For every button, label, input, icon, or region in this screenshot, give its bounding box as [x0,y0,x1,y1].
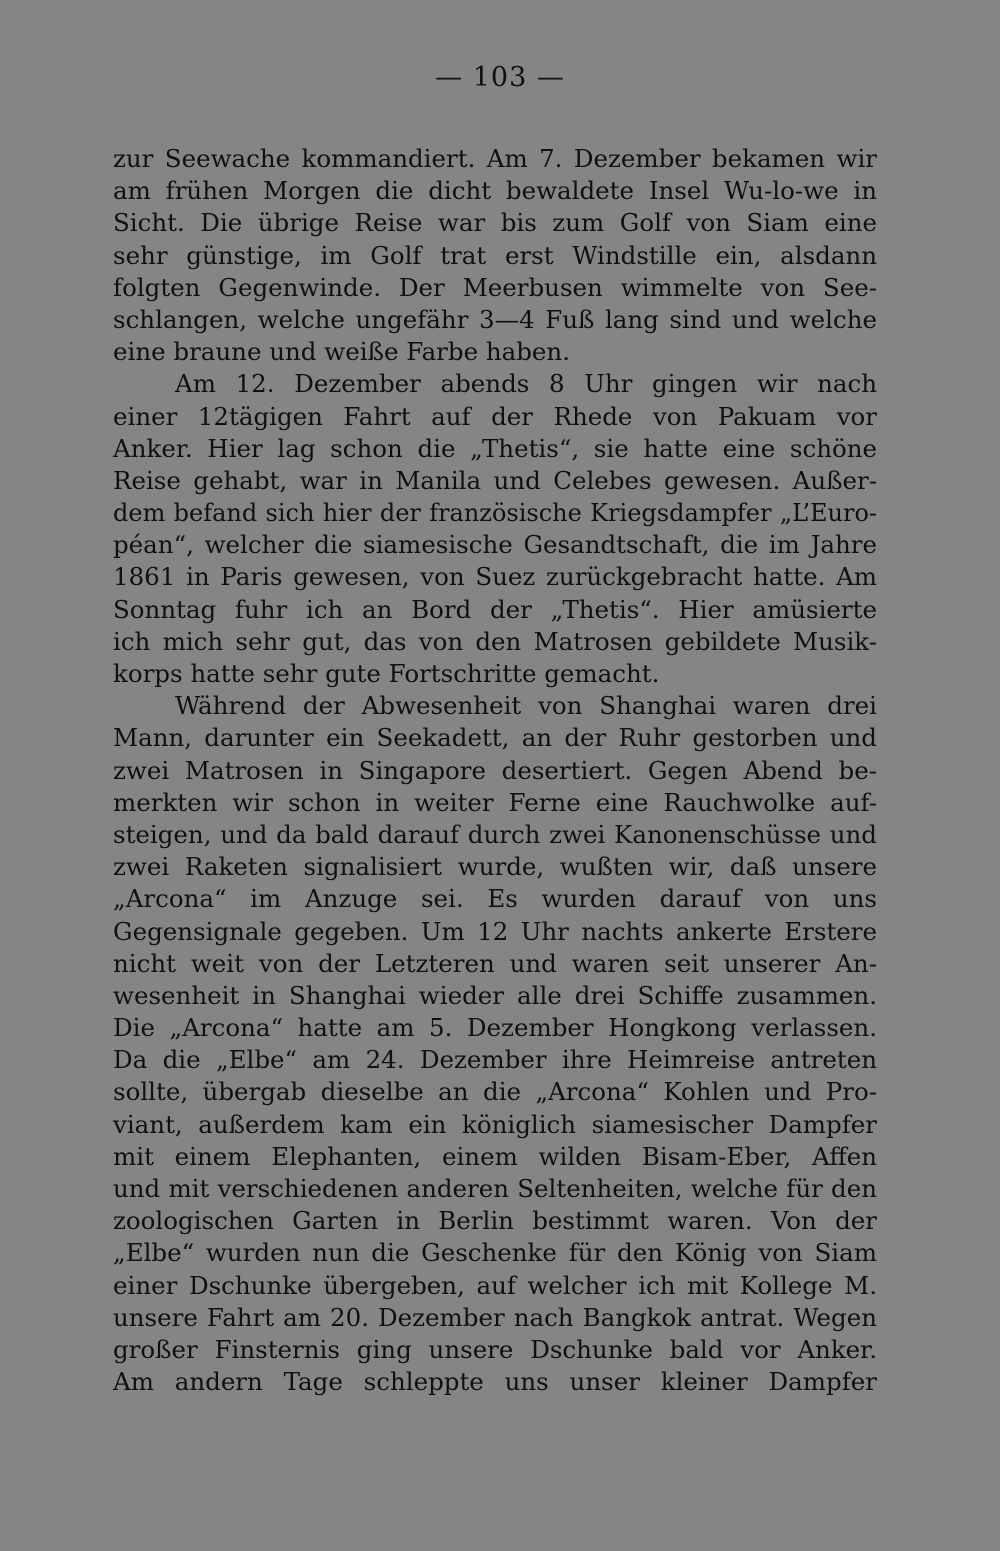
text-line: und mit verschiedenen anderen Seltenheiten, welche für den [113,1174,877,1203]
text-line: Da die „Elbe“ am 24. Dezember ihre Heimreise antreten [113,1045,877,1075]
text-line: Reise gehabt, war in Manila und Celebes gewesen. Außer- [113,465,877,495]
text-line: Sonntag fuhr ich an Bord der „Thetis“. Hier amüsierte [113,594,877,624]
text-line: mit einem Elephanten, einem wilden Bisam-Eber, Affen [113,1141,877,1171]
text-line: „Arcona“ im Anzuge sei. Es wurden darauf von uns [113,884,877,914]
text-line: zwei Raketen signalisiert wurde, wußten wir, daß unsere [113,852,877,882]
text-line: am frühen Morgen die dicht bewaldete Insel Wu-lo-we in [113,176,877,206]
text-line: Während der Abwesenheit von Shanghai waren drei [175,691,877,721]
text-line: eine braune und weiße Farbe haben. [113,337,570,367]
text-line: Am andern Tage schleppte uns unser kleiner Dampfer [113,1367,877,1397]
text-line: ich mich sehr gut, das von den Matrosen gebildete Musik- [113,626,877,656]
text-line: 1861 in Paris gewesen, von Suez zurückgebracht hatte. Am [113,562,877,592]
text-line: Am 12. Dezember abends 8 Uhr gingen wir nach [175,369,877,399]
text-line: viant, außerdem kam ein königlich siamesischer Dampfer [113,1109,877,1139]
text-line: sollte, übergab dieselbe an die „Arcona“ Kohlen und Pro- [113,1077,877,1107]
text-line: „Elbe“ wurden nun die Geschenke für den König von Siam [113,1238,877,1268]
text-line: péan“, welcher die siamesische Gesandtschaft, die im Jahre [113,530,877,560]
text-line: Anker. Hier lag schon die „Thetis“, sie hatte eine schöne [113,433,877,463]
text-line: Die „Arcona“ hatte am 5. Dezember Hongkong verlassen. [113,1013,877,1043]
page-number: — 103 — [435,62,565,93]
body-text [113,143,877,1398]
text-line: korps hatte sehr gute Fortschritte gemacht. [113,659,660,688]
text-line: einer Dschunke übergeben, auf welcher ich mit Kollege M. [113,1270,877,1300]
text-line: zur Seewache kommandiert. Am 7. Dezember bekamen wir [113,144,877,173]
text-line: schlangen, welche ungefähr 3—4 Fuß lang sind und welche [113,304,877,334]
text-line: merkten wir schon in weiter Ferne eine Rauchwolke auf- [113,787,877,817]
text-line: zoologischen Garten in Berlin bestimmt waren. Von der [113,1206,877,1236]
text-line: sehr günstige, im Golf trat erst Windstille ein, alsdann [113,240,877,270]
text-line: wesenheit in Shanghai wieder alle drei Schiffe zusammen. [113,980,877,1010]
text-line: zwei Matrosen in Singapore desertiert. Gegen Abend be- [113,755,877,785]
text-line: unsere Fahrt am 20. Dezember nach Bangkok antrat. Wegen [113,1302,877,1332]
text-line: nicht weit von der Letzteren und waren seit unserer An- [113,948,877,978]
text-line: dem befand sich hier der französische Kriegsdampfer „L’Euro- [113,499,877,528]
text-line: folgten Gegenwinde. Der Meerbusen wimmelte von See- [113,272,877,302]
text-line: einer 12tägigen Fahrt auf der Rhede von Pakuam vor [113,401,877,431]
text-line: steigen, und da bald darauf durch zwei Kanonenschüsse und [113,819,877,849]
text-line: großer Finsternis ging unsere Dschunke bald vor Anker. [113,1334,877,1364]
text-line: Gegensignale gegeben. Um 12 Uhr nachts ankerte Erstere [113,916,877,946]
text-line: Mann, darunter ein Seekadett, an der Ruhr gestorben und [113,723,877,753]
text-line: Sicht. Die übrige Reise war bis zum Golf von Siam eine [113,208,877,238]
